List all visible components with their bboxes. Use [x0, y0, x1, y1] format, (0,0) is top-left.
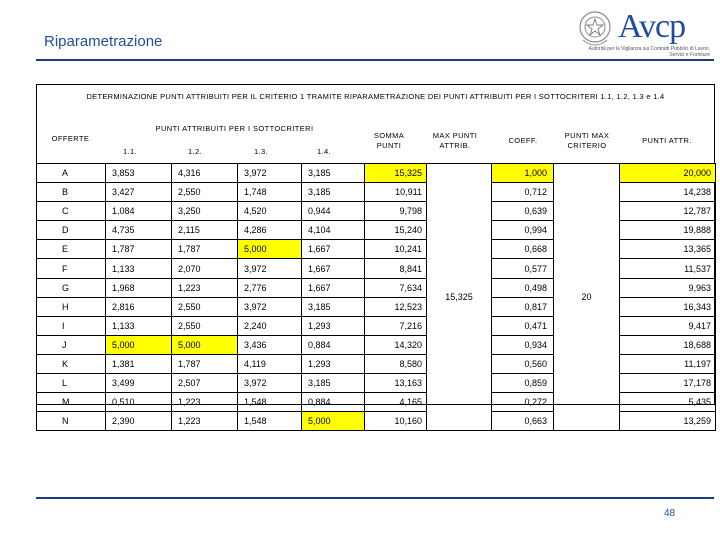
somma-punti: 8,841 [365, 259, 427, 278]
coefficient: 0,994 [492, 221, 554, 240]
score-1-3: 1,748 [238, 183, 302, 202]
somma-punti: 9,798 [365, 202, 427, 221]
header-sub-1-3: 1.3. [253, 147, 269, 156]
punti-attribuiti: 9,417 [620, 316, 716, 335]
table-row [37, 164, 716, 183]
score-1-2: 1,223 [172, 393, 238, 412]
score-1-2: 3,250 [172, 202, 238, 221]
score-1-1: 0,510 [106, 393, 172, 412]
score-1-4: 1,667 [302, 240, 365, 259]
score-1-1: 2,816 [106, 297, 172, 316]
score-1-4: 3,185 [302, 164, 365, 183]
coefficient: 0,471 [492, 316, 554, 335]
somma-punti: 4,165 [365, 393, 427, 412]
coefficient: 0,668 [492, 240, 554, 259]
logo-wordmark: Avcp [618, 8, 686, 45]
score-1-4: 3,185 [302, 297, 365, 316]
somma-punti: 10,241 [365, 240, 427, 259]
offer-label: D [37, 221, 106, 240]
score-1-3: 3,972 [238, 374, 302, 393]
punti-attribuiti: 19,888 [620, 221, 716, 240]
punti-attribuiti: 5,435 [620, 393, 716, 412]
score-1-3: 4,520 [238, 202, 302, 221]
score-1-3: 2,240 [238, 316, 302, 335]
score-1-4: 3,185 [302, 374, 365, 393]
header-punti-attr: PUNTI ATTR. [642, 136, 692, 145]
header-sub-1-4: 1.4. [316, 147, 332, 156]
offer-label: H [37, 297, 106, 316]
somma-punti: 7,634 [365, 278, 427, 297]
somma-punti: 10,160 [365, 412, 427, 431]
score-1-3: 5,000 [238, 240, 302, 259]
score-1-1: 1,787 [106, 240, 172, 259]
coefficient: 1,000 [492, 164, 554, 183]
score-1-2: 2,550 [172, 183, 238, 202]
punti-attribuiti: 9,963 [620, 278, 716, 297]
page-title: Riparametrazione [44, 33, 163, 50]
header-coeff: COEFF. [508, 136, 538, 145]
score-1-1: 1,133 [106, 316, 172, 335]
offer-label: A [37, 164, 106, 183]
score-1-3: 3,972 [238, 164, 302, 183]
coefficient: 0,498 [492, 278, 554, 297]
punti-attribuiti: 11,537 [620, 259, 716, 278]
header-somma: SOMMA PUNTI [373, 131, 405, 150]
punti-attribuiti: 14,238 [620, 183, 716, 202]
score-1-4: 0,884 [302, 335, 365, 354]
score-1-2: 1,223 [172, 278, 238, 297]
italian-republic-emblem-icon [578, 10, 612, 50]
offer-label: F [37, 259, 106, 278]
logo-subtitle: Autorità per la Vigilanza sui Contratti Pubblici di Lavori, Servizi e Forniture [588, 46, 710, 58]
offer-label: M [37, 393, 106, 412]
score-1-1: 5,000 [106, 335, 172, 354]
score-1-1: 4,735 [106, 221, 172, 240]
score-1-3: 3,436 [238, 335, 302, 354]
score-1-4: 1,293 [302, 354, 365, 373]
score-1-3: 2,776 [238, 278, 302, 297]
score-1-3: 4,119 [238, 354, 302, 373]
somma-punti: 8,580 [365, 354, 427, 373]
offer-label: G [37, 278, 106, 297]
coefficient: 0,272 [492, 393, 554, 412]
header-offerte: OFFERTE [51, 134, 90, 143]
header-sub-1-1: 1.1. [122, 147, 138, 156]
score-1-3: 3,972 [238, 259, 302, 278]
somma-punti: 13,163 [365, 374, 427, 393]
page-number: 48 [664, 508, 676, 519]
header-divider [36, 59, 714, 61]
somma-punti: 12,523 [365, 297, 427, 316]
score-1-1: 1,133 [106, 259, 172, 278]
coefficient: 0,934 [492, 335, 554, 354]
punti-max-criterio: 20 [554, 164, 620, 431]
score-1-2: 2,070 [172, 259, 238, 278]
score-1-4: 0,884 [302, 393, 365, 412]
score-1-2: 2,115 [172, 221, 238, 240]
offer-label: B [37, 183, 106, 202]
score-1-4: 1,667 [302, 278, 365, 297]
somma-punti: 10,911 [365, 183, 427, 202]
somma-punti: 15,240 [365, 221, 427, 240]
score-1-1: 2,390 [106, 412, 172, 431]
score-1-1: 3,853 [106, 164, 172, 183]
score-1-4: 4,104 [302, 221, 365, 240]
header-max-attrib: MAX PUNTI ATTRIB. [432, 131, 478, 150]
somma-punti: 15,325 [365, 164, 427, 183]
score-1-4: 1,667 [302, 259, 365, 278]
score-1-4: 0,944 [302, 202, 365, 221]
punti-attribuiti: 17,178 [620, 374, 716, 393]
score-1-3: 1,548 [238, 412, 302, 431]
somma-punti: 7,216 [365, 316, 427, 335]
offer-label: N [37, 412, 106, 431]
punti-attribuiti: 13,365 [620, 240, 716, 259]
score-1-3: 3,972 [238, 297, 302, 316]
table-caption: DETERMINAZIONE PUNTI ATTRIBUITI PER IL CRITERIO 1 TRAMITE RIPARAMETRAZIONE DEI PUNTI ATTRIBUITI PER I SOTTOCRITERI 1.1, 1.2, 1.3 e 1.4 [86, 92, 665, 101]
header-sub-1-2: 1.2. [187, 147, 203, 156]
coefficient: 0,859 [492, 374, 554, 393]
score-1-2: 5,000 [172, 335, 238, 354]
score-1-1: 1,381 [106, 354, 172, 373]
score-1-3: 1,548 [238, 393, 302, 412]
offer-label: I [37, 316, 106, 335]
score-1-2: 1,223 [172, 412, 238, 431]
score-1-1: 1,084 [106, 202, 172, 221]
score-1-1: 1,968 [106, 278, 172, 297]
score-1-4: 3,185 [302, 183, 365, 202]
coefficient: 0,817 [492, 297, 554, 316]
offer-label: K [37, 354, 106, 373]
offer-label: E [37, 240, 106, 259]
punti-attribuiti: 11,197 [620, 354, 716, 373]
score-1-1: 3,499 [106, 374, 172, 393]
header-max-criterio: PUNTI MAX CRITERIO [564, 131, 610, 150]
score-1-4: 5,000 [302, 412, 365, 431]
score-1-1: 3,427 [106, 183, 172, 202]
score-1-4: 1,293 [302, 316, 365, 335]
punti-attribuiti: 20,000 [620, 164, 716, 183]
score-1-2: 4,316 [172, 164, 238, 183]
offer-label: L [37, 374, 106, 393]
footer-divider [36, 497, 714, 499]
score-1-2: 2,507 [172, 374, 238, 393]
scores-table [36, 163, 716, 431]
score-1-3: 4,286 [238, 221, 302, 240]
max-punti-attrib: 15,325 [427, 164, 492, 431]
coefficient: 0,577 [492, 259, 554, 278]
score-1-2: 2,550 [172, 316, 238, 335]
score-1-2: 2,550 [172, 297, 238, 316]
punti-attribuiti: 16,343 [620, 297, 716, 316]
score-1-2: 1,787 [172, 240, 238, 259]
punti-attribuiti: 18,688 [620, 335, 716, 354]
punti-attribuiti: 12,787 [620, 202, 716, 221]
avcp-logo [574, 8, 714, 60]
coefficient: 0,639 [492, 202, 554, 221]
header-subcriteria-group: PUNTI ATTRIBUITI PER I SOTTOCRITERI [155, 124, 314, 133]
coefficient: 0,663 [492, 412, 554, 431]
punti-attribuiti: 13,259 [620, 412, 716, 431]
offer-label: C [37, 202, 106, 221]
offer-label: J [37, 335, 106, 354]
somma-punti: 14,320 [365, 335, 427, 354]
coefficient: 0,560 [492, 354, 554, 373]
coefficient: 0,712 [492, 183, 554, 202]
score-1-2: 1,787 [172, 354, 238, 373]
